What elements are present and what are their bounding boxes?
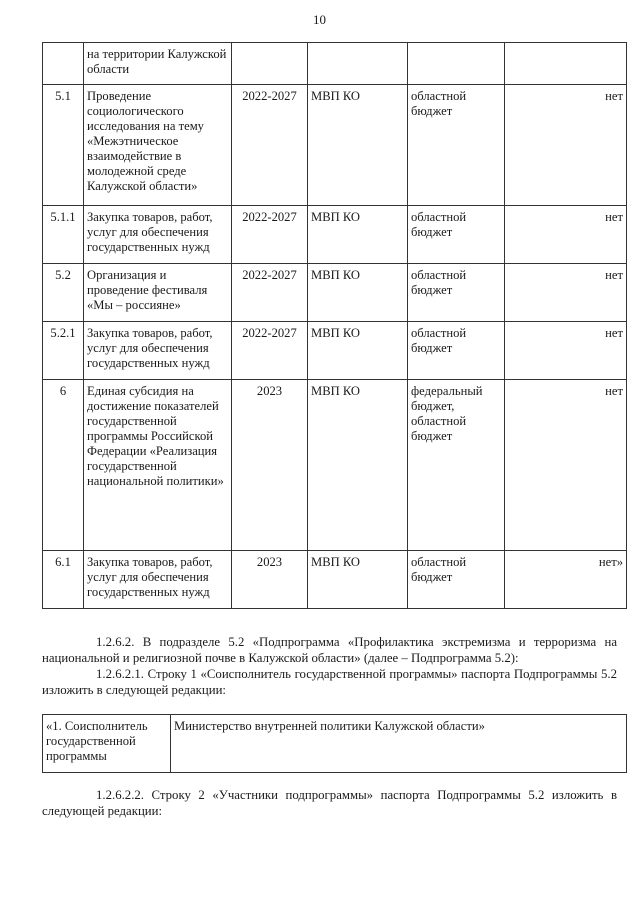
measure-executor: МВП КО (308, 264, 408, 322)
measure-note: нет (505, 85, 627, 206)
table-row (43, 264, 627, 322)
table-row (43, 551, 627, 609)
funding-source: областной бюджет (408, 206, 505, 264)
measure-note: нет (505, 322, 627, 380)
paragraph-1-2-6-2: 1.2.6.2. В подразделе 5.2 «Подпрограмма «Профилактика экстремизма и терроризма на национальной и религиозной почве в Калужской области» (далее – Подпрограмма 5.2): (42, 635, 617, 665)
measure-name: Организация и проведение фестиваля «Мы – россияне» (84, 264, 232, 322)
measure-period: 2022-2027 (232, 264, 308, 322)
table-row (43, 322, 627, 380)
measure-period: 2022-2027 (232, 322, 308, 380)
measure-period: 2022-2027 (232, 206, 308, 264)
row-number: 5.1.1 (43, 206, 84, 264)
measure-executor: МВП КО (308, 380, 408, 551)
measure-name: Закупка товаров, работ, услуг для обеспечения государственных нужд (84, 206, 232, 264)
page-number: 10 (313, 12, 326, 27)
row-number: 5.1 (43, 85, 84, 206)
measure-note (505, 43, 627, 85)
measure-name: Проведение социологического исследования на тему «Межэтническое взаимодействие в молодежной среде Калужской области» (84, 85, 232, 206)
measure-note: нет» (505, 551, 627, 609)
measure-note: нет (505, 380, 627, 551)
coexecutor-value: Министерство внутренней политики Калужской области» (171, 715, 627, 773)
measure-period: 2022-2027 (232, 85, 308, 206)
measure-executor: МВП КО (308, 85, 408, 206)
measure-name: на территории Калужской области (84, 43, 232, 85)
funding-source: областной бюджет (408, 322, 505, 380)
amendment-text-2 (42, 787, 617, 819)
row-number: 6 (43, 380, 84, 551)
row-number (43, 43, 84, 85)
table-row (43, 380, 627, 551)
measure-name: Закупка товаров, работ, услуг для обеспечения государственных нужд (84, 551, 232, 609)
coexecutor-table (42, 714, 627, 773)
table-row (43, 206, 627, 264)
row-number: 5.2 (43, 264, 84, 322)
measure-name: Единая субсидия на достижение показателей государственной программы Российской Федерации «Реализация государственной национальной политики» (84, 380, 232, 551)
measure-period (232, 43, 308, 85)
measure-executor: МВП КО (308, 322, 408, 380)
coexecutor-label: «1. Соисполнитель государственной программы (43, 715, 171, 773)
measure-period: 2023 (232, 380, 308, 551)
funding-source: федеральный бюджет, областной бюджет (408, 380, 505, 551)
table-row (43, 85, 627, 206)
funding-source: областной бюджет (408, 264, 505, 322)
measure-name: Закупка товаров, работ, услуг для обеспечения государственных нужд (84, 322, 232, 380)
measure-period: 2023 (232, 551, 308, 609)
measure-executor (308, 43, 408, 85)
funding-source (408, 43, 505, 85)
funding-source: областной бюджет (408, 551, 505, 609)
measure-note: нет (505, 264, 627, 322)
paragraph-1-2-6-2-1: 1.2.6.2.1. Строку 1 «Соисполнитель государственной программы» паспорта Подпрограммы 5.2 изложить в следующей редакции: (42, 667, 617, 697)
amendment-text (42, 634, 617, 698)
table-row (43, 715, 627, 773)
row-number: 6.1 (43, 551, 84, 609)
measure-executor: МВП КО (308, 206, 408, 264)
funding-source: областной бюджет (408, 85, 505, 206)
measure-note: нет (505, 206, 627, 264)
table-row (43, 43, 627, 85)
paragraph-1-2-6-2-2: 1.2.6.2.2. Строку 2 «Участники подпрограммы» паспорта Подпрограммы 5.2 изложить в следующей редакции: (42, 788, 617, 818)
row-number: 5.2.1 (43, 322, 84, 380)
measures-table (42, 42, 627, 609)
measure-executor: МВП КО (308, 551, 408, 609)
